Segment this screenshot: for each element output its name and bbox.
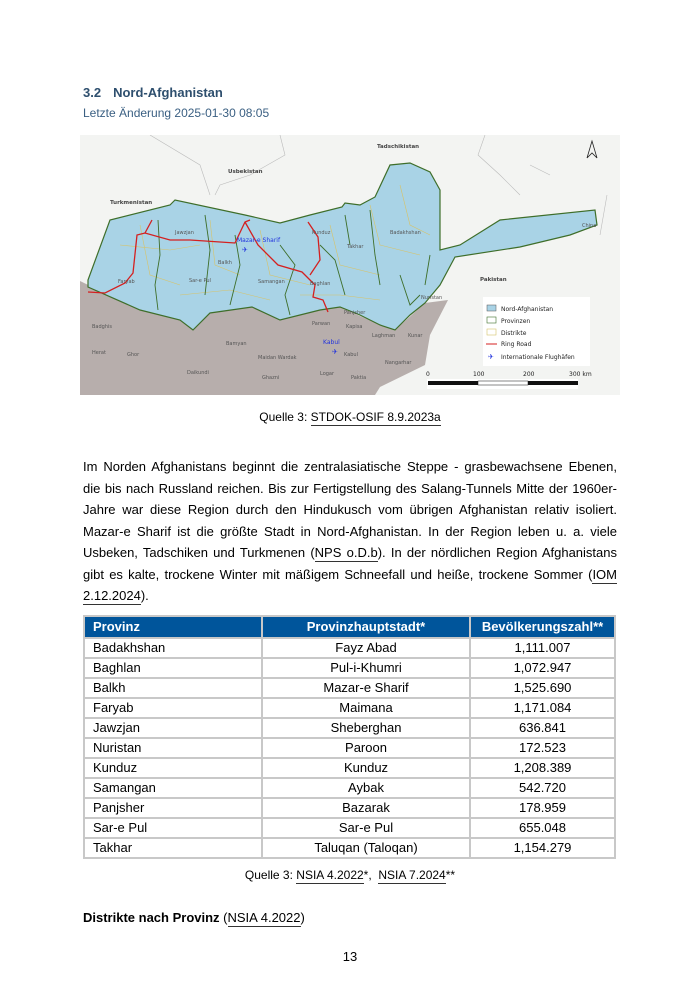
source-link[interactable]: NPS o.D.b — [314, 545, 378, 560]
population-cell: 1,111.007 — [470, 638, 615, 658]
airplane-icon: ✈ — [332, 349, 338, 356]
map-label: Paktia — [351, 375, 367, 381]
population-cell: 655.048 — [470, 818, 615, 838]
map-label: Balkh — [218, 260, 232, 266]
content-flow — [0, 456, 700, 984]
map-label: Pakistan — [480, 277, 507, 283]
map-label: Laghman — [372, 333, 396, 339]
table-header-row — [84, 616, 615, 638]
map-label: Usbekistan — [228, 169, 263, 175]
column-header: Bevölkerungszahl** — [470, 616, 615, 638]
source-link[interactable]: IOM 2.12.2024 — [83, 566, 617, 603]
table-row — [84, 638, 615, 658]
capital-cell: Bazarak — [262, 798, 470, 818]
table-caption: Quelle 3: NSIA 4.2022*, NSIA 7.2024** — [244, 867, 456, 882]
scale-label: 100 — [473, 371, 485, 378]
population-cell: 542.720 — [470, 778, 615, 798]
capital-cell: Sar-e Pul — [262, 818, 470, 838]
map-label: Ghazni — [262, 375, 280, 381]
airplane-icon: ✈ — [488, 354, 494, 361]
legend-label: Provinzen — [501, 318, 531, 325]
section-heading: 3.2 Nord-Afghanistan — [83, 85, 223, 100]
map-label: Takhar — [347, 244, 364, 250]
population-cell: 1,154.279 — [470, 838, 615, 858]
province-cell: Samangan — [84, 778, 262, 798]
map-label: Ghor — [127, 352, 140, 358]
population-cell: 1,525.690 — [470, 678, 615, 698]
province-cell: Jawzjan — [84, 718, 262, 738]
airplane-icon: ✈ — [242, 247, 248, 254]
legend-label: Internationale Flughäfen — [501, 354, 575, 361]
table-row — [84, 838, 615, 858]
airport-label: Mazar-e Sharif — [237, 237, 281, 244]
table-row — [84, 818, 615, 838]
map-label: Parwan — [312, 321, 331, 327]
population-cell: 172.523 — [470, 738, 615, 758]
population-cell: 1,072.947 — [470, 658, 615, 678]
table-row — [84, 778, 615, 798]
map-label: Panjsher — [344, 310, 366, 316]
province-table — [83, 615, 616, 859]
page-number: 13 — [342, 948, 358, 964]
map-label: Turkmenistan — [110, 200, 153, 206]
capital-cell: Taluqan (Taloqan) — [262, 838, 470, 858]
legend-label: Nord-Afghanistan — [501, 306, 554, 313]
capital-cell: Kunduz — [262, 758, 470, 778]
map-label: China — [582, 223, 597, 229]
table-row — [84, 798, 615, 818]
capital-cell: Fayz Abad — [262, 638, 470, 658]
population-cell: 636.841 — [470, 718, 615, 738]
map-label: Kunar — [408, 333, 423, 339]
map-label: Kunduz — [312, 230, 331, 236]
map-label: Kabul — [344, 352, 358, 358]
table-row — [84, 758, 615, 778]
province-cell: Panjsher — [84, 798, 262, 818]
map-label: Herat — [92, 350, 106, 356]
capital-cell: Maimana — [262, 698, 470, 718]
map-label: Tadschikistan — [377, 144, 420, 150]
source-link[interactable]: NSIA 4.2022 — [296, 867, 364, 882]
legend-label: Ring Road — [501, 341, 532, 348]
map-label: Baghlan — [310, 281, 331, 287]
population-cell: 178.959 — [470, 798, 615, 818]
map-label: Badakhshan — [390, 230, 421, 236]
scale-label: 200 — [523, 371, 535, 378]
province-cell: Sar-e Pul — [84, 818, 262, 838]
table-row — [84, 698, 615, 718]
capital-cell: Aybak — [262, 778, 470, 798]
population-cell: 1,208.389 — [470, 758, 615, 778]
map-label: Samangan — [258, 279, 285, 285]
capital-cell: Pul-i-Khumri — [262, 658, 470, 678]
province-cell: Faryab — [84, 698, 262, 718]
map-label: Daikundi — [187, 370, 209, 376]
legend-label: Distrikte — [501, 330, 527, 337]
map-label: Sar-e Pul — [189, 278, 211, 284]
column-header: Provinzhauptstadt* — [262, 616, 470, 638]
body-paragraph: Im Norden Afghanistans beginnt die zentralasiatische Steppe - grasbewachsene Ebenen, die bis nach Russland reichen. Bis zur Fertigstellung des Salang-Tunnels Mitte der 1960er-Jahre war diese Region durch den Hindukusch vom übrigen Afghanistan relativ isoliert. Mazar-e Sharif ist die größte Stadt in Nord-Afghanistan. In der Region leben u. a. viele Usbeken, Tadschiken und Turkmenen (NPS o.D.b). In der nördlichen Region Afghanistans gibt es kalte, trockene Winter mit mäßigem Schneefall und heiße, trockene Sommer (IOM 2.12.2024). — [83, 459, 617, 603]
province-cell: Kunduz — [84, 758, 262, 778]
last-modified: Letzte Änderung 2025-01-30 08:05 — [83, 106, 270, 120]
source-link[interactable]: NSIA 4.2022 — [227, 909, 301, 925]
table-row — [84, 678, 615, 698]
column-header: Provinz — [84, 616, 262, 638]
scale-label: 0 — [426, 371, 430, 378]
map-label: Jawzjan — [175, 230, 194, 236]
province-cell: Takhar — [84, 838, 262, 858]
map-label: Logar — [320, 371, 335, 377]
map-label: Kapisa — [346, 324, 363, 330]
source-link[interactable]: STDOK-OSIF 8.9.2023a — [310, 410, 441, 424]
map-label: Faryab — [118, 279, 135, 285]
source-link[interactable]: NSIA 7.2024 — [378, 867, 446, 882]
section-title: Nord-Afghanistan — [113, 85, 223, 100]
capital-cell: Paroon — [262, 738, 470, 758]
table-row — [84, 738, 615, 758]
capital-cell: Mazar-e Sharif — [262, 678, 470, 698]
province-cell: Baghlan — [84, 658, 262, 678]
table-row — [84, 718, 615, 738]
table-row — [84, 658, 615, 678]
province-cell: Balkh — [84, 678, 262, 698]
population-cell: 1,171.084 — [470, 698, 615, 718]
map-label: Maidan Wardak — [258, 355, 297, 361]
airport-label: Kabul — [323, 339, 340, 346]
scale-label: 300 km — [569, 371, 592, 378]
districts-heading: Distrikte nach Provinz (NSIA 4.2022) — [83, 909, 305, 925]
province-cell: Nuristan — [84, 738, 262, 758]
province-cell: Badakhshan — [84, 638, 262, 658]
north-afghanistan-map — [80, 135, 620, 395]
map-label: Nuristan — [421, 295, 443, 301]
map-caption: Quelle 3: STDOK-OSIF 8.9.2023a — [259, 410, 441, 424]
map-label: Badghis — [92, 324, 113, 330]
map-label: Bamyan — [226, 341, 247, 347]
capital-cell: Sheberghan — [262, 718, 470, 738]
map-legend — [483, 297, 590, 366]
map-label: Nangarhar — [385, 360, 412, 366]
